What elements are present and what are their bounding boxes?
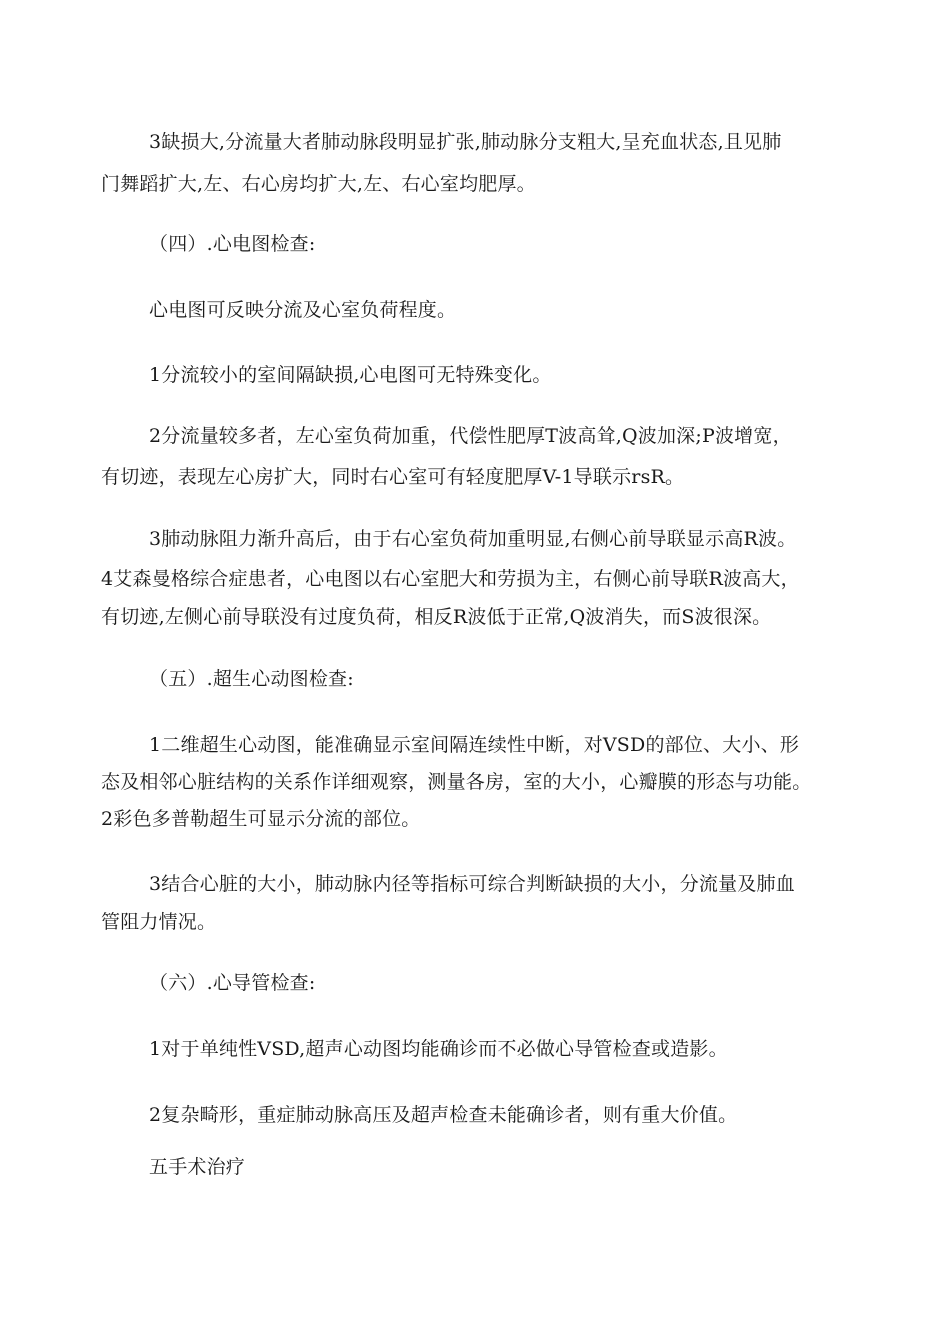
xray-item-3-line-2: 门舞蹈扩大,左、右心房均扩大,左、右心室均肥厚。 <box>101 173 536 195</box>
echo-item-3-line-2: 管阻力情况。 <box>101 911 217 933</box>
ecg-item-3: 3肺动脉阻力渐升高后，由于右心室负荷加重明显,右侧心前导联显示高R波。 <box>149 528 797 550</box>
echo-item-1-line-1: 1二维超生心动图，能准确显示室间隔连续性中断，对VSD的部位、大小、形 <box>149 734 800 756</box>
echo-item-1-line-2: 态及相邻心脏结构的关系作详细观察，测量各房，室的大小，心瓣膜的形态与功能。 <box>101 771 812 793</box>
ecg-item-4-line-1: 4艾森曼格综合症患者，心电图以右心室肥大和劳损为主，右侧心前导联R波高大， <box>101 568 800 590</box>
echo-item-3-line-1: 3结合心脏的大小，肺动脉内径等指标可综合判断缺损的大小，分流量及肺血 <box>149 873 795 895</box>
xray-item-3-line-1: 3缺损大,分流量大者肺动脉段明显扩张,肺动脉分支粗大,呈充血状态,且见肺 <box>149 131 782 153</box>
ecg-item-2-line-1: 2分流量较多者，左心室负荷加重，代偿性肥厚T波高耸,Q波加深;P波增宽， <box>149 425 792 447</box>
ecg-item-4-line-2: 有切迹,左侧心前导联没有过度负荷，相反R波低于正常,Q波消失，而S波很深。 <box>101 606 772 628</box>
section-heading-catheter: （六）.心导管检查: <box>149 972 316 994</box>
ecg-item-2-line-2: 有切迹，表现左心房扩大，同时右心室可有轻度肥厚V-1导联示rsR。 <box>101 466 685 488</box>
ecg-item-1: 1分流较小的室间隔缺损,心电图可无特殊变化。 <box>149 364 552 386</box>
ecg-intro: 心电图可反映分流及心室负荷程度。 <box>149 299 457 321</box>
catheter-item-2: 2复杂畸形，重症肺动脉高压及超声检查未能确诊者，则有重大价值。 <box>149 1104 738 1126</box>
catheter-item-1: 1对于单纯性VSD,超声心动图均能确诊而不必做心导管检查或造影。 <box>149 1038 728 1060</box>
section-heading-ecg: （四）.心电图检查: <box>149 233 316 255</box>
section-heading-echo: （五）.超生心动图检查: <box>149 668 354 690</box>
echo-item-2: 2彩色多普勒超生可显示分流的部位。 <box>101 808 421 830</box>
section-heading-surgery: 五手术治疗 <box>149 1156 246 1178</box>
